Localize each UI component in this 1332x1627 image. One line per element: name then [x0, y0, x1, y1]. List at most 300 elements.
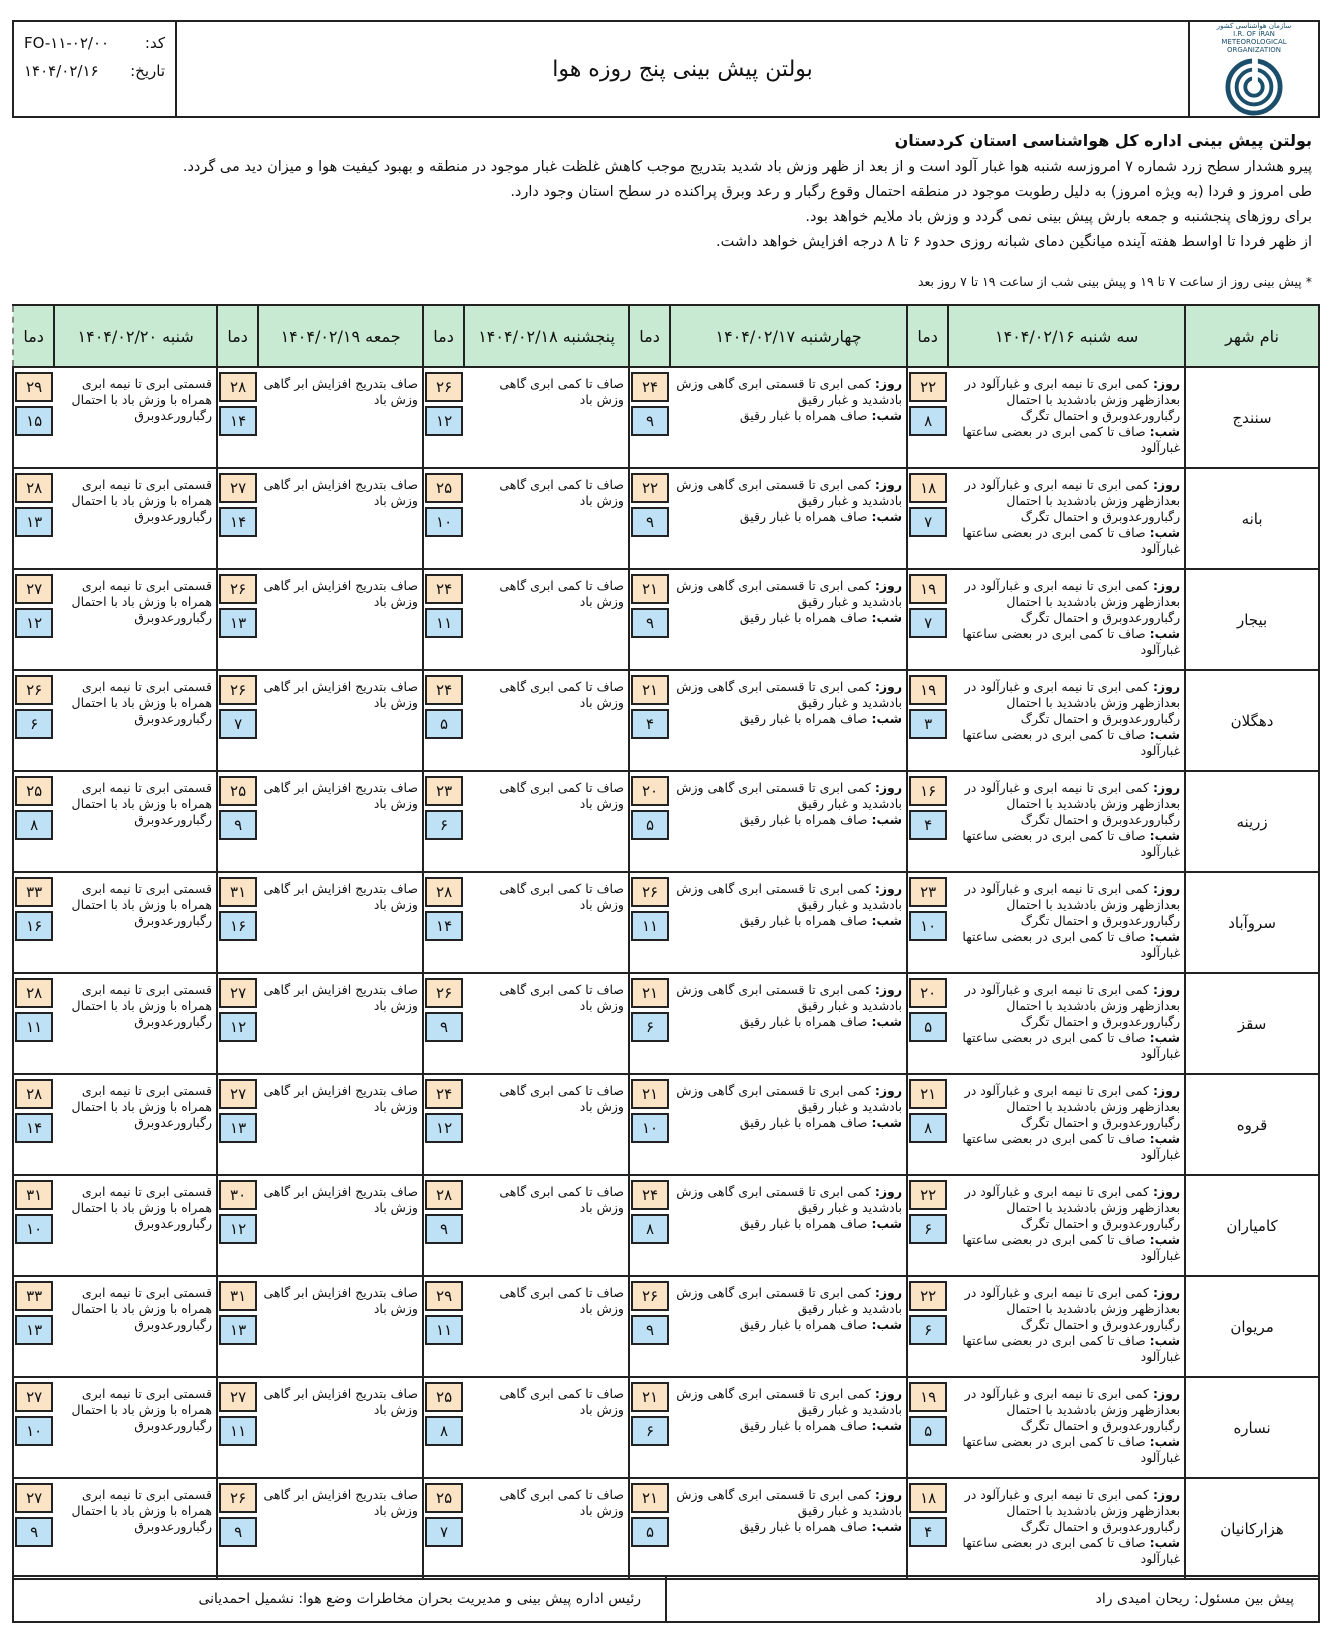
min-temp: ۳: [909, 709, 947, 739]
forecast-description: [464, 468, 629, 569]
forecast-description: [948, 670, 1185, 771]
min-temp: ۹: [631, 406, 669, 436]
temperature-cell: [907, 1074, 948, 1175]
forecast-description: [258, 771, 423, 872]
date-label: تاریخ:: [130, 62, 165, 80]
forecast-description: [54, 670, 217, 771]
city-name: نساره: [1185, 1377, 1319, 1478]
city-name: دهگلان: [1185, 670, 1319, 771]
temperature-cell: [629, 1074, 670, 1175]
night-forecast: صاف تا کمی ابری در بعضی ساعتها غبارآلود: [962, 525, 1181, 556]
spiral-logo-icon: [1224, 58, 1284, 116]
forecast-description: [258, 1074, 423, 1175]
temperature-cell: [907, 1478, 948, 1579]
day-forecast: کمی ابری تا قسمتی ابری گاهی وزش بادشدید و غبار رقیق: [676, 1487, 903, 1518]
night-forecast: صاف همراه با غبار رقیق: [739, 408, 868, 423]
forecast-description: [258, 1276, 423, 1377]
forecast-description: [670, 771, 907, 872]
night-forecast: صاف همراه با غبار رقیق: [739, 1519, 868, 1534]
intro-line: برای روزهای پنجشنبه و جمعه بارش پیش بینی نمی گردد و وزش باد ملایم خواهد بود.: [805, 209, 1312, 225]
city-name: سنندج: [1185, 367, 1319, 468]
max-temp: ۲۸: [219, 372, 257, 402]
max-temp: ۳۱: [219, 877, 257, 907]
min-temp: ۶: [15, 709, 53, 739]
min-temp: ۱۲: [425, 1113, 463, 1143]
min-temp: ۷: [219, 709, 257, 739]
day-label: روز:: [1152, 1487, 1181, 1502]
night-forecast: صاف تا کمی ابری در بعضی ساعتها غبارآلود: [962, 1131, 1181, 1162]
signature-footer: [12, 1575, 1320, 1623]
min-temp: ۱۳: [219, 1315, 257, 1345]
table-row: [13, 367, 1319, 468]
day-forecast: صاف تا کمی ابری گاهی وزش باد: [499, 1184, 624, 1215]
day-forecast: صاف تا کمی ابری گاهی وزش باد: [499, 477, 624, 508]
max-temp: ۱۸: [909, 473, 947, 503]
day-label: روز:: [1152, 982, 1181, 997]
day-forecast: کمی ابری تا نیمه ابری و غبارآلود در بعدازظهر وزش بادشدید با احتمال رگبارورعدوبرق و احتمال تگرگ: [964, 780, 1181, 827]
table-row: [13, 771, 1319, 872]
max-temp: ۲۵: [219, 776, 257, 806]
temperature-cell: [217, 468, 258, 569]
night-label: شب:: [871, 1519, 903, 1534]
min-temp: ۵: [631, 810, 669, 840]
city-name: سقز: [1185, 973, 1319, 1074]
logo-text-en2: METEOROLOGICAL: [1221, 38, 1287, 46]
day-label: روز:: [874, 1386, 903, 1401]
min-temp: ۱۲: [425, 406, 463, 436]
min-temp: ۶: [425, 810, 463, 840]
day-forecast: کمی ابری تا قسمتی ابری گاهی وزش بادشدید و غبار رقیق: [676, 1083, 903, 1114]
temperature-cell: [217, 1175, 258, 1276]
max-temp: ۱۹: [909, 1382, 947, 1412]
head-signature: رئیس اداره پیش بینی و مدیریت بحران مخاطرات وضع هوا: نشمیل احمدیانی: [198, 1591, 641, 1607]
temperature-cell: [629, 670, 670, 771]
temperature-cell: [907, 872, 948, 973]
city-name: مریوان: [1185, 1276, 1319, 1377]
day-forecast: صاف بتدریج افزایش ابر گاهی وزش باد: [263, 1386, 418, 1417]
day-forecast: قسمتی ابری تا نیمه ابری همراه با وزش باد با احتمال رگبارورعدوبرق: [71, 477, 213, 524]
min-temp: ۱۱: [425, 608, 463, 638]
day-label: روز:: [874, 679, 903, 694]
forecast-description: [464, 367, 629, 468]
max-temp: ۲۸: [425, 877, 463, 907]
city-name: زرینه: [1185, 771, 1319, 872]
day-forecast: قسمتی ابری تا نیمه ابری همراه با وزش باد با احتمال رگبارورعدوبرق: [71, 1285, 213, 1332]
temperature-cell: [907, 468, 948, 569]
max-temp: ۲۲: [909, 1180, 947, 1210]
day-header: چهارشنبه ۱۴۰۴/۰۲/۱۷: [670, 305, 907, 367]
max-temp: ۲۰: [909, 978, 947, 1008]
min-temp: ۱۳: [219, 608, 257, 638]
min-temp: ۱۳: [15, 507, 53, 537]
day-forecast: صاف تا کمی ابری گاهی وزش باد: [499, 679, 624, 710]
city-name: کامیاران: [1185, 1175, 1319, 1276]
temperature-cell: [423, 1377, 464, 1478]
day-forecast: کمی ابری تا نیمه ابری و غبارآلود در بعدازظهر وزش بادشدید با احتمال رگبارورعدوبرق و احتمال تگرگ: [964, 881, 1181, 928]
min-temp: ۹: [425, 1012, 463, 1042]
temperature-cell: [629, 872, 670, 973]
forecast-description: [258, 367, 423, 468]
temperature-cell: [423, 468, 464, 569]
day-forecast: صاف بتدریج افزایش ابر گاهی وزش باد: [263, 1285, 418, 1316]
day-forecast: کمی ابری تا قسمتی ابری گاهی وزش بادشدید و غبار رقیق: [676, 1184, 903, 1215]
min-temp: ۸: [631, 1214, 669, 1244]
max-temp: ۳۳: [15, 877, 53, 907]
code-label: کد:: [144, 34, 165, 52]
temperature-cell: [13, 973, 54, 1074]
forecast-description: [464, 771, 629, 872]
max-temp: ۲۷: [15, 1483, 53, 1513]
max-temp: ۱۹: [909, 574, 947, 604]
day-forecast: کمی ابری تا نیمه ابری و غبارآلود در بعدازظهر وزش بادشدید با احتمال رگبارورعدوبرق و احتمال تگرگ: [964, 982, 1181, 1029]
min-temp: ۱۰: [425, 507, 463, 537]
max-temp: ۲۷: [15, 1382, 53, 1412]
day-forecast: صاف بتدریج افزایش ابر گاهی وزش باد: [263, 477, 418, 508]
max-temp: ۳۱: [219, 1281, 257, 1311]
forecast-description: [54, 1175, 217, 1276]
forecast-description: [258, 872, 423, 973]
intro-line: طی امروز و فردا (به ویژه امروز) به دلیل رطوبت موجود در منطقه احتمال وقوع رگبار و رعد وبرق پراکنده در سطح استان وجود دارد.: [510, 184, 1312, 200]
max-temp: ۲۹: [15, 372, 53, 402]
temperature-cell: [217, 973, 258, 1074]
day-label: روز:: [1152, 1083, 1181, 1098]
temp-header: دما: [217, 305, 258, 367]
min-temp: ۱۴: [219, 507, 257, 537]
day-label: روز:: [1152, 477, 1181, 492]
forecast-description: [948, 1478, 1185, 1579]
max-temp: ۲۴: [631, 1180, 669, 1210]
forecast-description: [54, 1276, 217, 1377]
night-forecast: صاف تا کمی ابری در بعضی ساعتها غبارآلود: [962, 727, 1181, 758]
min-temp: ۵: [425, 709, 463, 739]
day-label: روز:: [874, 477, 903, 492]
forecast-description: [948, 973, 1185, 1074]
day-forecast: صاف تا کمی ابری گاهی وزش باد: [499, 1083, 624, 1114]
temperature-cell: [217, 1074, 258, 1175]
temperature-cell: [629, 367, 670, 468]
max-temp: ۳۰: [219, 1180, 257, 1210]
logo-text-en3: ORGANIZATION: [1226, 46, 1281, 54]
night-forecast: صاف تا کمی ابری در بعضی ساعتها غبارآلود: [962, 1333, 1181, 1364]
temperature-cell: [217, 872, 258, 973]
min-temp: ۶: [631, 1012, 669, 1042]
day-label: روز:: [874, 1184, 903, 1199]
forecast-description: [258, 1175, 423, 1276]
max-temp: ۲۵: [425, 1382, 463, 1412]
max-temp: ۲۲: [631, 473, 669, 503]
max-temp: ۲۵: [425, 473, 463, 503]
night-forecast: صاف تا کمی ابری در بعضی ساعتها غبارآلود: [962, 1434, 1181, 1465]
min-temp: ۱۴: [15, 1113, 53, 1143]
max-temp: ۲۸: [425, 1180, 463, 1210]
forecast-description: [464, 1175, 629, 1276]
min-temp: ۱۶: [219, 911, 257, 941]
day-forecast: صاف بتدریج افزایش ابر گاهی وزش باد: [263, 881, 418, 912]
temperature-cell: [217, 1276, 258, 1377]
max-temp: ۲۶: [15, 675, 53, 705]
day-label: روز:: [874, 881, 903, 896]
forecast-description: [948, 1175, 1185, 1276]
max-temp: ۲۷: [219, 1382, 257, 1412]
table-row: [13, 1175, 1319, 1276]
temperature-cell: [629, 1175, 670, 1276]
max-temp: ۲۱: [631, 978, 669, 1008]
day-forecast: صاف بتدریج افزایش ابر گاهی وزش باد: [263, 780, 418, 811]
temperature-cell: [423, 569, 464, 670]
temp-header: دما: [423, 305, 464, 367]
day-forecast: کمی ابری تا قسمتی ابری گاهی وزش بادشدید و غبار رقیق: [676, 679, 903, 710]
forecast-description: [54, 1377, 217, 1478]
max-temp: ۲۶: [425, 372, 463, 402]
max-temp: ۲۱: [631, 675, 669, 705]
temp-header: دما: [13, 305, 54, 367]
temperature-cell: [13, 771, 54, 872]
temperature-cell: [13, 1377, 54, 1478]
max-temp: ۲۴: [425, 574, 463, 604]
temperature-cell: [629, 569, 670, 670]
table-row: [13, 569, 1319, 670]
forecaster-signature: پیش بین مسئول: ریحان امیدی راد: [665, 1577, 1318, 1621]
city-name: هزارکانیان: [1185, 1478, 1319, 1579]
max-temp: ۲۵: [15, 776, 53, 806]
min-temp: ۱۳: [219, 1113, 257, 1143]
temperature-cell: [907, 1175, 948, 1276]
temperature-cell: [907, 670, 948, 771]
min-temp: ۱۰: [15, 1214, 53, 1244]
bulletin-intro: [12, 128, 1312, 255]
temperature-cell: [13, 468, 54, 569]
forecast-description: [948, 569, 1185, 670]
night-label: شب:: [1149, 1535, 1181, 1550]
temperature-cell: [423, 872, 464, 973]
min-temp: ۶: [909, 1315, 947, 1345]
city-name: سروآباد: [1185, 872, 1319, 973]
temperature-cell: [13, 1276, 54, 1377]
max-temp: ۲۴: [425, 675, 463, 705]
min-temp: ۱۱: [219, 1416, 257, 1446]
day-label: روز:: [874, 1487, 903, 1502]
night-forecast: صاف همراه با غبار رقیق: [739, 1014, 868, 1029]
forecast-description: [54, 367, 217, 468]
temperature-cell: [629, 1377, 670, 1478]
max-temp: ۲۶: [219, 574, 257, 604]
max-temp: ۲۷: [219, 473, 257, 503]
day-forecast: قسمتی ابری تا نیمه ابری همراه با وزش باد با احتمال رگبارورعدوبرق: [71, 780, 213, 827]
min-temp: ۸: [909, 1113, 947, 1143]
forecast-description: [464, 1478, 629, 1579]
min-temp: ۷: [909, 507, 947, 537]
min-temp: ۴: [909, 1517, 947, 1547]
temperature-cell: [629, 771, 670, 872]
min-temp: ۷: [909, 608, 947, 638]
night-label: شب:: [871, 1216, 903, 1231]
temperature-cell: [423, 1478, 464, 1579]
temperature-cell: [217, 1377, 258, 1478]
night-label: شب:: [1149, 828, 1181, 843]
night-label: شب:: [871, 610, 903, 625]
code-value: FO-۱۱-۰۲/۰۰: [24, 34, 110, 52]
day-forecast: صاف تا کمی ابری گاهی وزش باد: [499, 780, 624, 811]
max-temp: ۲۱: [631, 1079, 669, 1109]
min-temp: ۱۴: [219, 406, 257, 436]
intro-line: از ظهر فردا تا اواسط هفته آینده میانگین دمای شبانه روزی حدود ۶ تا ۸ درجه افزایش خواهد داشت.: [716, 234, 1312, 250]
temperature-cell: [13, 1175, 54, 1276]
day-forecast: قسمتی ابری تا نیمه ابری همراه با وزش باد با احتمال رگبارورعدوبرق: [71, 881, 213, 928]
max-temp: ۲۶: [631, 877, 669, 907]
temperature-cell: [217, 569, 258, 670]
night-forecast: صاف همراه با غبار رقیق: [739, 711, 868, 726]
temperature-cell: [629, 973, 670, 1074]
day-forecast: صاف بتدریج افزایش ابر گاهی وزش باد: [263, 578, 418, 609]
min-temp: ۱۲: [15, 608, 53, 638]
forecast-description: [258, 1478, 423, 1579]
night-forecast: صاف همراه با غبار رقیق: [739, 1418, 868, 1433]
min-temp: ۵: [909, 1012, 947, 1042]
night-label: شب:: [871, 509, 903, 524]
day-forecast: صاف بتدریج افزایش ابر گاهی وزش باد: [263, 982, 418, 1013]
day-header: شنبه ۱۴۰۴/۰۲/۲۰: [54, 305, 217, 367]
forecast-description: [258, 973, 423, 1074]
night-label: شب:: [871, 1317, 903, 1332]
max-temp: ۲۸: [15, 978, 53, 1008]
min-temp: ۸: [425, 1416, 463, 1446]
max-temp: ۲۷: [219, 1079, 257, 1109]
max-temp: ۲۵: [425, 1483, 463, 1513]
night-label: شب:: [1149, 1030, 1181, 1045]
day-label: روز:: [874, 780, 903, 795]
temperature-cell: [13, 872, 54, 973]
forecast-description: [670, 1175, 907, 1276]
day-forecast: کمی ابری تا قسمتی ابری گاهی وزش بادشدید و غبار رقیق: [676, 982, 903, 1013]
min-temp: ۷: [425, 1517, 463, 1547]
night-label: شب:: [871, 1014, 903, 1029]
forecast-description: [670, 1074, 907, 1175]
forecast-description: [670, 367, 907, 468]
day-label: روز:: [1152, 1285, 1181, 1300]
day-label: روز:: [874, 578, 903, 593]
forecast-description: [670, 569, 907, 670]
day-forecast: صاف تا کمی ابری گاهی وزش باد: [499, 982, 624, 1013]
forecast-description: [670, 973, 907, 1074]
day-forecast: قسمتی ابری تا نیمه ابری همراه با وزش باد با احتمال رگبارورعدوبرق: [71, 679, 213, 726]
max-temp: ۱۹: [909, 675, 947, 705]
max-temp: ۲۱: [909, 1079, 947, 1109]
max-temp: ۲۱: [631, 1483, 669, 1513]
table-row: [13, 468, 1319, 569]
min-temp: ۱۱: [425, 1315, 463, 1345]
night-forecast: صاف تا کمی ابری در بعضی ساعتها غبارآلود: [962, 626, 1181, 657]
forecast-description: [258, 1377, 423, 1478]
day-header: سه شنبه ۱۴۰۴/۰۲/۱۶: [948, 305, 1185, 367]
min-temp: ۱۵: [15, 406, 53, 436]
city-name: بانه: [1185, 468, 1319, 569]
min-temp: ۵: [631, 1517, 669, 1547]
day-forecast: قسمتی ابری تا نیمه ابری همراه با وزش باد با احتمال رگبارورعدوبرق: [71, 1487, 213, 1534]
night-forecast: صاف تا کمی ابری در بعضی ساعتها غبارآلود: [962, 1535, 1181, 1566]
day-forecast: کمی ابری تا قسمتی ابری گاهی وزش بادشدید و غبار رقیق: [676, 376, 903, 407]
temperature-cell: [423, 1074, 464, 1175]
temperature-cell: [423, 973, 464, 1074]
forecast-description: [258, 569, 423, 670]
day-header: پنجشنبه ۱۴۰۴/۰۲/۱۸: [464, 305, 629, 367]
night-forecast: صاف همراه با غبار رقیق: [739, 610, 868, 625]
min-temp: ۱۳: [15, 1315, 53, 1345]
temperature-cell: [217, 771, 258, 872]
forecast-description: [464, 973, 629, 1074]
forecast-footnote: * پیش بینی روز از ساعت ۷ تا ۱۹ و پیش بینی شب از ساعت ۱۹ تا ۷ روز بعد: [917, 274, 1312, 289]
night-label: شب:: [1149, 1131, 1181, 1146]
night-label: شب:: [1149, 1333, 1181, 1348]
night-forecast: صاف تا کمی ابری در بعضی ساعتها غبارآلود: [962, 1030, 1181, 1061]
night-forecast: صاف همراه با غبار رقیق: [739, 1216, 868, 1231]
day-label: روز:: [874, 982, 903, 997]
forecast-description: [54, 973, 217, 1074]
day-label: روز:: [1152, 881, 1181, 896]
temperature-cell: [907, 1276, 948, 1377]
day-label: روز:: [874, 1083, 903, 1098]
night-label: شب:: [1149, 1232, 1181, 1247]
max-temp: ۳۳: [15, 1281, 53, 1311]
day-forecast: قسمتی ابری تا نیمه ابری همراه با وزش باد با احتمال رگبارورعدوبرق: [71, 578, 213, 625]
forecast-description: [670, 1478, 907, 1579]
min-temp: ۱۲: [219, 1214, 257, 1244]
min-temp: ۵: [909, 1416, 947, 1446]
day-forecast: کمی ابری تا نیمه ابری و غبارآلود در بعدازظهر وزش بادشدید با احتمال رگبارورعدوبرق و احتمال تگرگ: [964, 1184, 1181, 1231]
max-temp: ۲۲: [909, 372, 947, 402]
max-temp: ۲۷: [15, 574, 53, 604]
forecast-description: [258, 468, 423, 569]
temperature-cell: [629, 468, 670, 569]
max-temp: ۲۲: [909, 1281, 947, 1311]
min-temp: ۱۴: [425, 911, 463, 941]
day-forecast: قسمتی ابری تا نیمه ابری همراه با وزش باد با احتمال رگبارورعدوبرق: [71, 1083, 213, 1130]
day-forecast: صاف بتدریج افزایش ابر گاهی وزش باد: [263, 376, 418, 407]
min-temp: ۱۲: [219, 1012, 257, 1042]
temperature-cell: [217, 670, 258, 771]
temperature-cell: [629, 1276, 670, 1377]
forecast-description: [54, 1074, 217, 1175]
max-temp: ۳۱: [15, 1180, 53, 1210]
temperature-cell: [13, 367, 54, 468]
max-temp: ۲۶: [425, 978, 463, 1008]
forecast-description: [948, 1377, 1185, 1478]
min-temp: ۹: [219, 1517, 257, 1547]
night-label: شب:: [1149, 1434, 1181, 1449]
day-header: جمعه ۱۴۰۴/۰۲/۱۹: [258, 305, 423, 367]
forecast-description: [464, 569, 629, 670]
max-temp: ۲۳: [909, 877, 947, 907]
temperature-cell: [907, 367, 948, 468]
day-forecast: کمی ابری تا قسمتی ابری گاهی وزش بادشدید و غبار رقیق: [676, 578, 903, 609]
max-temp: ۱۸: [909, 1483, 947, 1513]
min-temp: ۱۰: [909, 911, 947, 941]
day-forecast: کمی ابری تا نیمه ابری و غبارآلود در بعدازظهر وزش بادشدید با احتمال رگبارورعدوبرق و احتمال تگرگ: [964, 679, 1181, 726]
max-temp: ۲۳: [425, 776, 463, 806]
forecast-description: [258, 670, 423, 771]
bulletin-header: [12, 20, 1320, 118]
min-temp: ۹: [631, 507, 669, 537]
night-label: شب:: [1149, 929, 1181, 944]
max-temp: ۲۸: [15, 473, 53, 503]
min-temp: ۱۱: [631, 911, 669, 941]
forecast-description: [948, 872, 1185, 973]
forecast-description: [54, 771, 217, 872]
min-temp: ۶: [909, 1214, 947, 1244]
night-label: شب:: [1149, 727, 1181, 742]
night-label: شب:: [871, 1418, 903, 1433]
temperature-cell: [13, 1478, 54, 1579]
logo-text-en1: I.R. OF IRAN: [1233, 30, 1275, 38]
